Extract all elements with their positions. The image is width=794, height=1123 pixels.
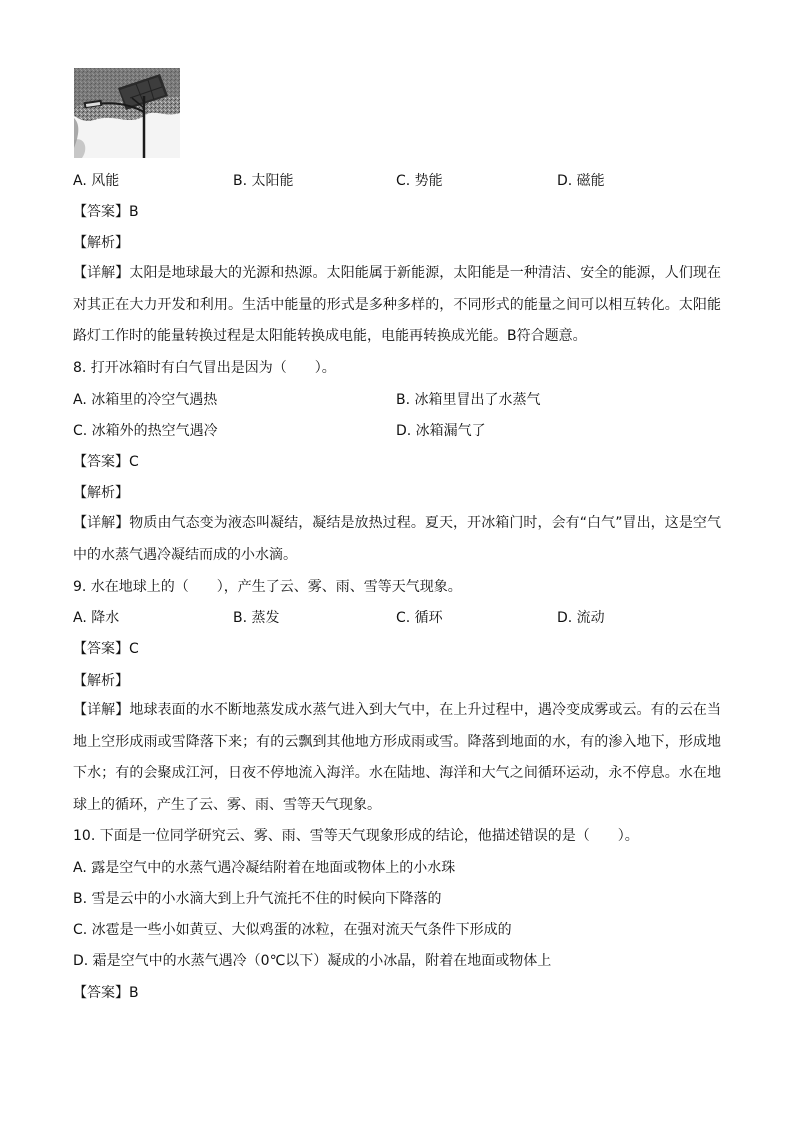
- q8-detail: 【详解】物质由气态变为液态叫凝结，凝结是放热过程。夏天，开冰箱门时，会有“白气”冒出，这是空气中的水蒸气遇冷凝结而成的小水滴。: [73, 515, 721, 563]
- q10-answer: 【答案】B: [73, 985, 139, 1001]
- q7-option-d: D. 磁能: [557, 173, 605, 189]
- q7-answer: 【答案】B: [73, 204, 139, 220]
- q8-option-b: B. 冰箱里冒出了水蒸气: [396, 392, 541, 408]
- q7-option-b: B. 太阳能: [233, 173, 294, 189]
- q8-option-c: C. 冰箱外的热空气遇冷: [73, 423, 218, 439]
- q10-question: 10. 下面是一位同学研究云、雾、雨、雪等天气现象形成的结论，他描述错误的是（ ）。: [73, 828, 639, 844]
- q8-question: 8. 打开冰箱时有白气冒出是因为（ ）。: [73, 360, 336, 376]
- q7-detail: 【详解】太阳是地球最大的光源和热源。太阳能属于新能源，太阳能是一种清洁、安全的能源，人们现在对其正在大力开发和利用。生活中能量的形式是多种多样的，不同形式的能量之间可以相互转化。太阳能路灯工作时的能量转换过程是太阳能转换成电能，电能再转换成光能。B符合题意。: [73, 265, 721, 344]
- q7-analysis-label: 【解析】: [73, 235, 129, 251]
- q10-option-a: A. 露是空气中的水蒸气遇冷凝结附着在地面或物体上的小水珠: [73, 860, 456, 876]
- q9-analysis-label: 【解析】: [73, 673, 129, 689]
- q9-detail: 【详解】地球表面的水不断地蒸发成水蒸气进入到大气中，在上升过程中，遇冷变成雾或云。有的云在当地上空形成雨或雪降落下来；有的云飘到其他地方形成雨或雪。降落到地面的水，有的渗入地下，形成地下水；有的会聚成江河，日夜不停地流入海洋。水在陆地、海洋和大气之间循环运动，永不停息。水在地球上的循环，产生了云、雾、雨、雪等天气现象。: [73, 702, 721, 813]
- q10-option-d: D. 霜是空气中的水蒸气遇冷（0℃以下）凝成的小冰晶，附着在地面或物体上: [73, 953, 552, 969]
- solar-street-light-image: [74, 68, 180, 158]
- q8-option-a: A. 冰箱里的冷空气遇热: [73, 392, 218, 408]
- q7-option-a: A. 风能: [73, 173, 120, 189]
- q8-option-d: D. 冰箱漏气了: [396, 423, 486, 439]
- q10-option-b: B. 雪是云中的小水滴大到上升气流托不住的时候向下降落的: [73, 891, 442, 907]
- q9-answer: 【答案】C: [73, 641, 139, 657]
- q9-option-a: A. 降水: [73, 610, 120, 626]
- q8-analysis-label: 【解析】: [73, 485, 129, 501]
- q10-option-c: C. 冰雹是一些小如黄豆、大似鸡蛋的冰粒，在强对流天气条件下形成的: [73, 922, 512, 938]
- q9-option-d: D. 流动: [557, 610, 605, 626]
- q9-question: 9. 水在地球上的（ ），产生了云、雾、雨、雪等天气现象。: [73, 579, 462, 595]
- q9-option-c: C. 循环: [396, 610, 443, 626]
- q9-option-b: B. 蒸发: [233, 610, 280, 626]
- q7-option-c: C. 势能: [396, 173, 443, 189]
- q8-answer: 【答案】C: [73, 454, 139, 470]
